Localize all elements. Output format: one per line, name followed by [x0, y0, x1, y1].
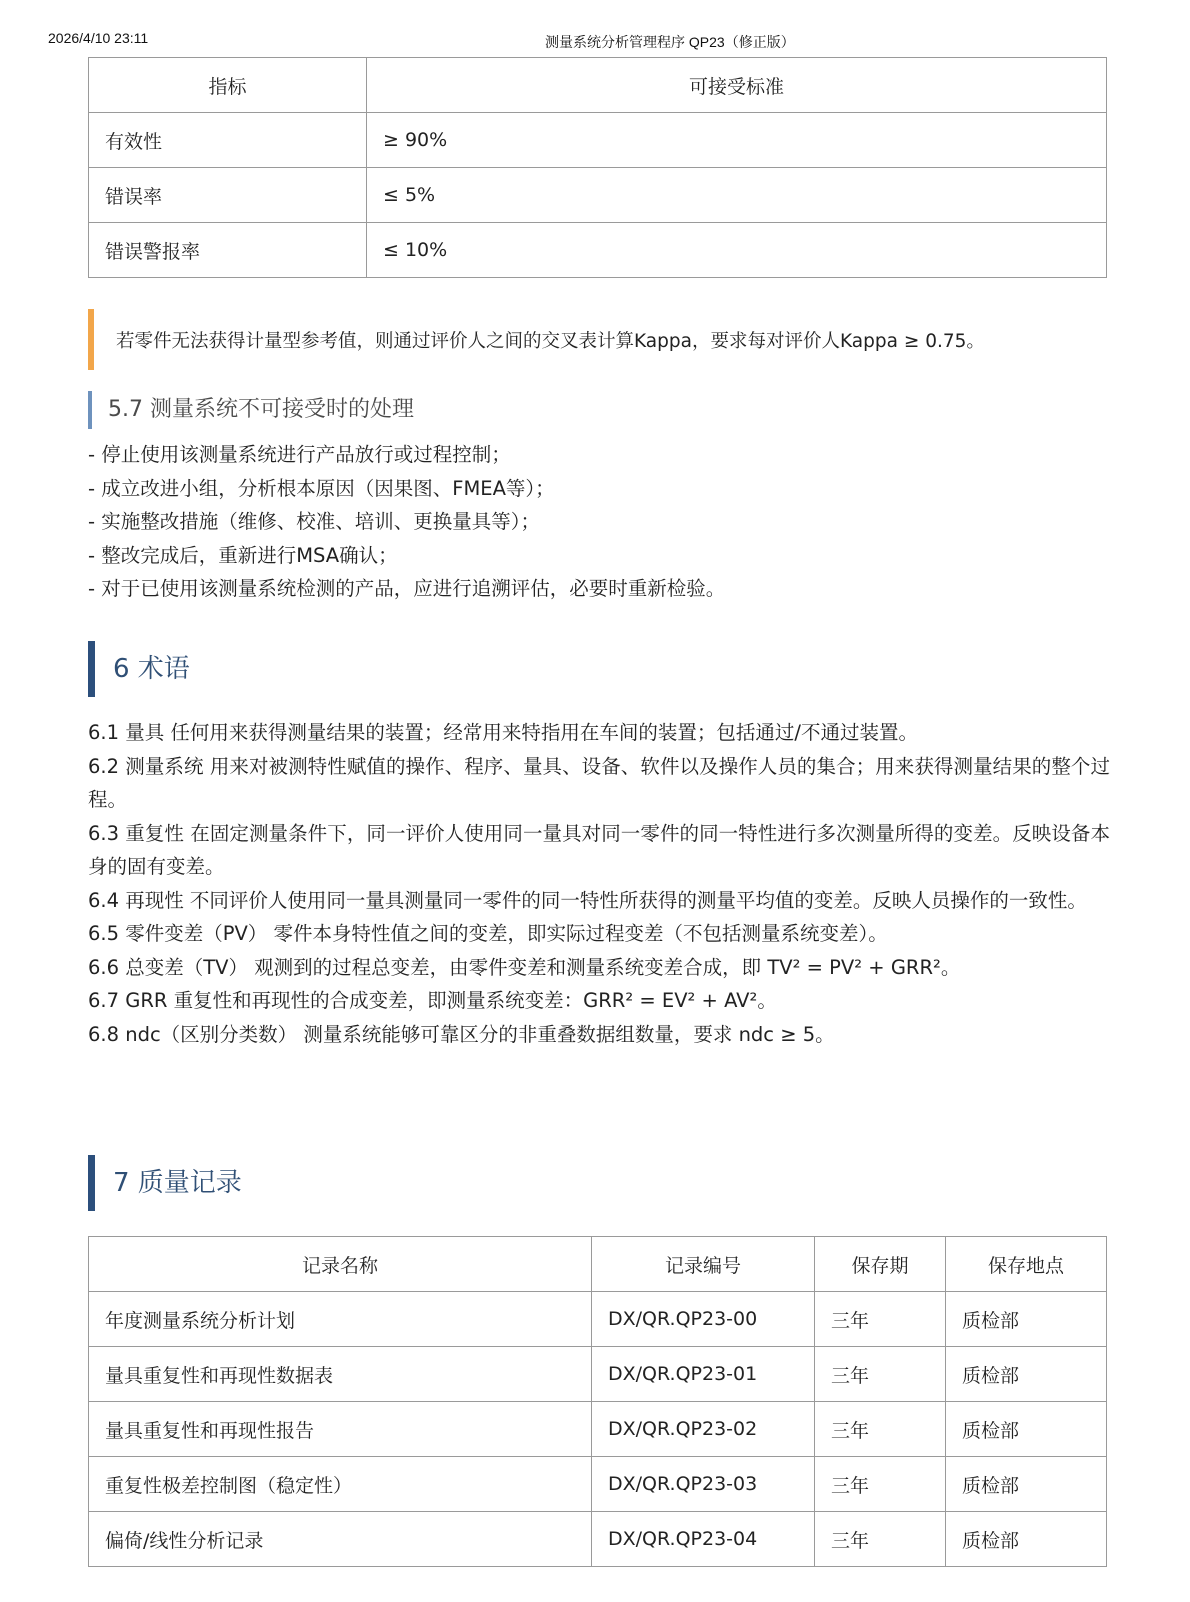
terms-list [88, 716, 1110, 1051]
table-cell: 错误率 [89, 168, 367, 223]
term-paragraph: 6.1 量具 任何用来获得测量结果的装置；经常用来特指用在车间的装置；包括通过/不通过装置。 [88, 721, 918, 744]
header-cell-indicator: 指标 [89, 58, 367, 113]
table-cell: 年度测量系统分析计划 [89, 1292, 592, 1347]
section-5-7-list [88, 438, 725, 606]
term-paragraph: 6.5 零件变差（PV） 零件本身特性值之间的变差，即实际过程变差（不包括测量系统变差）。 [88, 922, 888, 945]
table-cell: 量具重复性和再现性报告 [89, 1402, 592, 1457]
table-cell: DX/QR.QP23-01 [592, 1347, 815, 1402]
table-cell: 质检部 [946, 1292, 1107, 1347]
document-title: 测量系统分析管理程序 QP23（修正版） [545, 34, 795, 50]
table-row [89, 1292, 1107, 1347]
term-paragraph: 6.8 ndc（区别分类数） 测量系统能够可靠区分的非重叠数据组数量，要求 ndc ≥ 5。 [88, 1022, 835, 1046]
list-item: - 停止使用该测量系统进行产品放行或过程控制； [88, 443, 511, 466]
note-callout [88, 309, 1109, 370]
criteria-table [88, 57, 1107, 278]
header-cell-record-name: 记录名称 [89, 1237, 592, 1292]
table-cell: 三年 [815, 1457, 946, 1512]
header-cell-retention: 保存期 [815, 1237, 946, 1292]
table-cell: 重复性极差控制图（稳定性） [89, 1457, 592, 1512]
term-paragraph: 6.6 总变差（TV） 观测到的过程总变差，由零件变差和测量系统变差合成，即 TV² = PV² + GRR²。 [88, 955, 961, 979]
term-paragraph: 6.4 再现性 不同评价人使用同一量具测量同一零件的同一特性所获得的测量平均值的变差。反映人员操作的一致性。 [88, 888, 1087, 912]
table-header-row [89, 58, 1107, 113]
table-cell: 质检部 [946, 1512, 1107, 1567]
table-cell: 量具重复性和再现性数据表 [89, 1347, 592, 1402]
section-7-heading: 7 质量记录 [88, 1155, 242, 1211]
table-cell: DX/QR.QP23-04 [592, 1512, 815, 1567]
table-cell: 偏倚/线性分析记录 [89, 1512, 592, 1567]
section-6-heading: 6 术语 [88, 641, 190, 697]
table-cell: 三年 [815, 1402, 946, 1457]
table-cell: 质检部 [946, 1347, 1107, 1402]
term-paragraph: 6.2 测量系统 用来对被测特性赋值的操作、程序、量具、设备、软件以及操作人员的集合；用来获得测量结果的整个过程。 [88, 754, 1110, 811]
term-paragraph: 6.3 重复性 在固定测量条件下，同一评价人使用同一量具对同一零件的同一特性进行多次测量所得的变差。反映设备本身的固有变差。 [88, 821, 1110, 878]
table-cell: DX/QR.QP23-02 [592, 1402, 815, 1457]
table-cell: 有效性 [89, 113, 367, 168]
table-cell: 错误警报率 [89, 223, 367, 278]
records-table [88, 1236, 1107, 1567]
list-item: - 实施整改措施（维修、校准、培训、更换量具等）； [88, 510, 540, 533]
table-cell: 质检部 [946, 1457, 1107, 1512]
table-row [89, 1512, 1107, 1567]
table-cell: DX/QR.QP23-00 [592, 1292, 815, 1347]
table-cell: ≥ 90% [367, 113, 1107, 168]
list-item: - 成立改进小组，分析根本原因（因果图、FMEA等）； [88, 476, 555, 500]
section-5-7-heading: 5.7 测量系统不可接受时的处理 [88, 391, 414, 429]
table-cell: 三年 [815, 1292, 946, 1347]
table-cell: 三年 [815, 1347, 946, 1402]
list-item: - 对于已使用该测量系统检测的产品，应进行追溯评估，必要时重新检验。 [88, 577, 726, 600]
table-row [89, 223, 1107, 278]
header-cell-location: 保存地点 [946, 1237, 1107, 1292]
table-row [89, 113, 1107, 168]
table-cell: 质检部 [946, 1402, 1107, 1457]
table-cell: DX/QR.QP23-03 [592, 1457, 815, 1512]
table-cell: ≤ 5% [367, 168, 1107, 223]
term-paragraph: 6.7 GRR 重复性和再现性的合成变差，即测量系统变差：GRR² = EV² + AV²。 [88, 989, 777, 1012]
note-text: 若零件无法获得计量型参考值，则通过评价人之间的交叉表计算Kappa，要求每对评价人Kappa ≥ 0.75。 [116, 331, 985, 352]
table-row [89, 1347, 1107, 1402]
table-cell: 三年 [815, 1512, 946, 1567]
print-date: 2026/4/10 23:11 [48, 30, 149, 46]
header-cell-standard: 可接受标准 [367, 58, 1107, 113]
table-row [89, 1402, 1107, 1457]
header-cell-record-number: 记录编号 [592, 1237, 815, 1292]
list-item: - 整改完成后，重新进行MSA确认； [88, 543, 398, 567]
table-cell: ≤ 10% [367, 223, 1107, 278]
table-row [89, 1457, 1107, 1512]
table-row [89, 168, 1107, 223]
table-header-row [89, 1237, 1107, 1292]
